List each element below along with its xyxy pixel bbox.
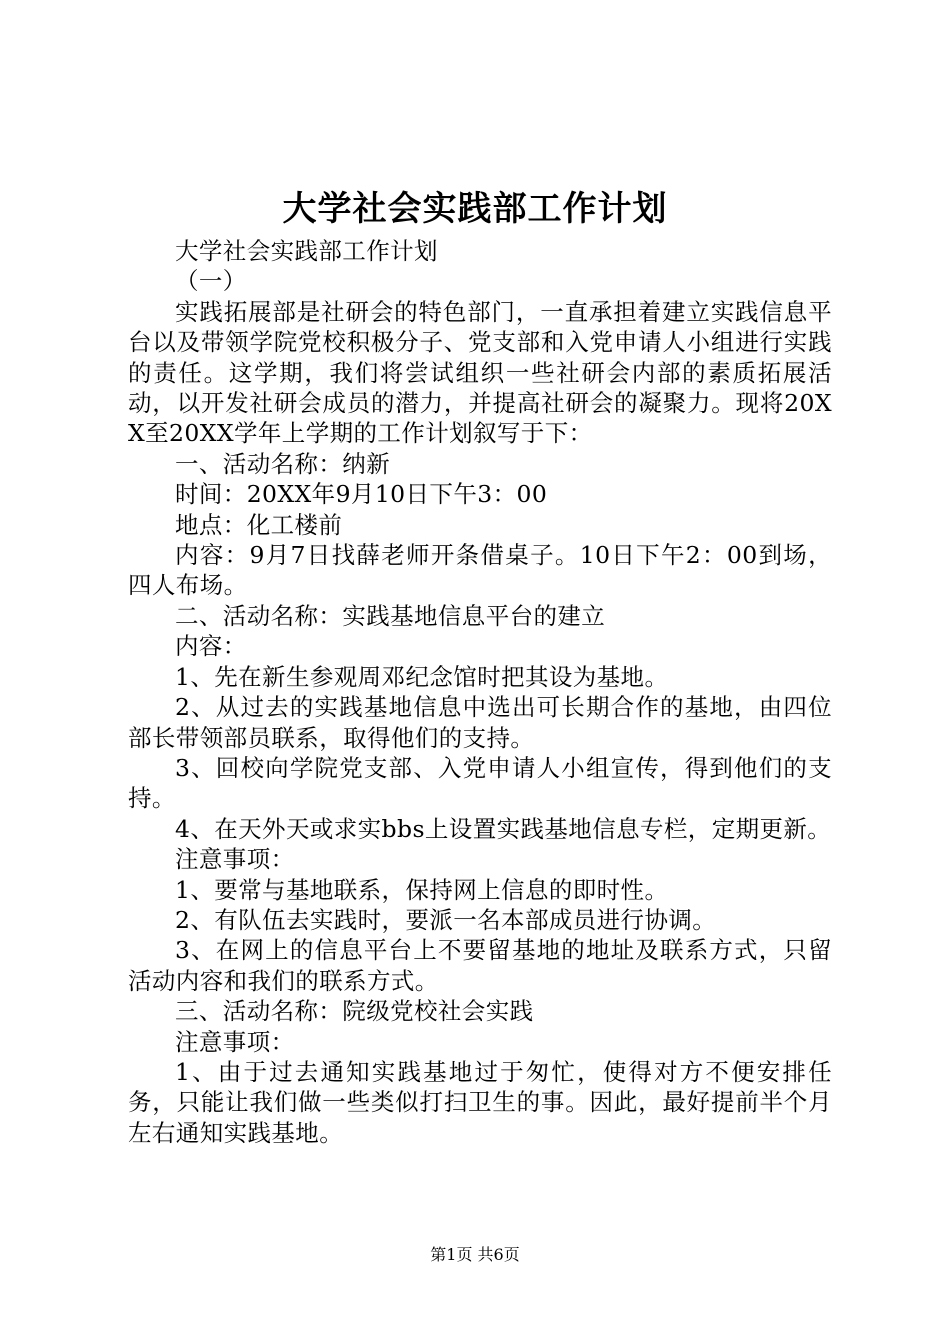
paragraph-activity-2-content-label: 内容： bbox=[175, 632, 247, 661]
paragraph-activity-1-name: 一、活动名称：纳新 bbox=[175, 449, 391, 478]
paragraph-notes-label-2: 注意事项： bbox=[175, 1027, 295, 1056]
paragraph-activity-2-item-4: 4、在天外天或求实bbs上设置实践基地信息专栏，定期更新。 bbox=[175, 814, 832, 843]
paragraph-subtitle: 大学社会实践部工作计划 bbox=[175, 237, 438, 265]
paragraph-activity-2-item-1: 1、先在新生参观周邓纪念馆时把其设为基地。 bbox=[175, 662, 669, 691]
paragraph-intro: 实践拓展部是社研会的特色部门，一直承担着建立实践信息平台以及带领学院党校积极分子、党支部和入党申请人小组进行实践的责任。这学期，我们将尝试组织一些社研会内部的素质拓展活动，以开发社研会成员的潜力，并提高社研会的凝聚力。现将20XX至20XX学年上学期的工作计划叙写于下： bbox=[128, 297, 832, 448]
paragraph-activity-2-item-2: 2、从过去的实践基地信息中选出可长期合作的基地，由四位部长带领部员联系，取得他们的支持。 bbox=[128, 693, 832, 752]
paragraph-note-1: 1、要常与基地联系，保持网上信息的即时性。 bbox=[175, 875, 669, 904]
paragraph-activity-2-item-3: 3、回校向学院党支部、入党申请人小组宣传，得到他们的支持。 bbox=[128, 753, 832, 813]
paragraph-activity-1-time: 时间：20XX年9月10日下午3：00 bbox=[175, 480, 548, 509]
paragraph-note-3: 3、在网上的信息平台上不要留基地的地址及联系方式，只留活动内容和我们的联系方式。 bbox=[128, 936, 832, 995]
paragraph-note-2: 2、有队伍去实践时，要派一名本部成员进行协调。 bbox=[175, 905, 717, 934]
paragraph-activity-1-content: 内容：9月7日找薛老师开条借桌子。10日下午2：00到场，四人布场。 bbox=[128, 541, 832, 600]
paragraph-notes-label-1: 注意事项： bbox=[175, 845, 295, 874]
paragraph-section-number: （一） bbox=[175, 267, 247, 296]
paragraph-activity-3-note-1: 1、由于过去通知实践基地过于匆忙，使得对方不便安排任务，只能让我们做一些类似打扫卫生的事。因此，最好提前半个月左右通知实践基地。 bbox=[128, 1057, 832, 1147]
paragraph-activity-3-name: 三、活动名称：院级党校社会实践 bbox=[175, 997, 534, 1026]
document-title: 大学社会实践部工作计划 bbox=[282, 189, 668, 229]
page-footer: 第1页 共6页 bbox=[430, 1245, 520, 1264]
document-body bbox=[128, 236, 832, 1148]
paragraph-activity-1-place: 地点：化工楼前 bbox=[175, 510, 343, 539]
paragraph-activity-2-name: 二、活动名称：实践基地信息平台的建立 bbox=[175, 601, 606, 630]
